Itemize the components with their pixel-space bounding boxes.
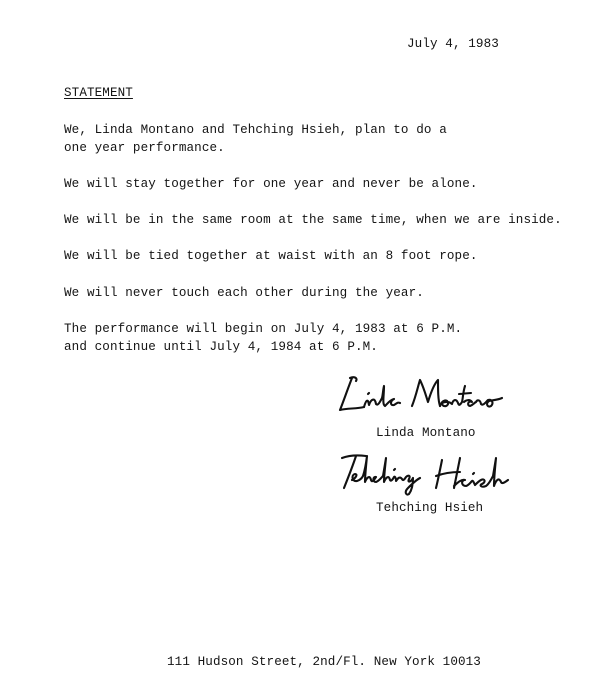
signature-linda-montano	[330, 372, 530, 416]
printed-name-tehching-hsieh: Tehching Hsieh	[376, 501, 484, 515]
statement-heading: STATEMENT	[64, 86, 133, 100]
paragraph-never-touch: We will never touch each other during the year.	[64, 286, 424, 300]
footer-address: 111 Hudson Street, 2nd/Fl. New York 10013	[167, 655, 481, 669]
signature-tehching-hsieh	[336, 446, 536, 498]
document-date: July 4, 1983	[407, 37, 499, 51]
paragraph-intro-line-1: We, Linda Montano and Tehching Hsieh, plan to do a	[64, 123, 447, 137]
paragraph-schedule-line-1: The performance will begin on July 4, 1983 at 6 P.M.	[64, 322, 463, 336]
printed-name-linda-montano: Linda Montano	[376, 426, 476, 440]
paragraph-schedule-line-2: and continue until July 4, 1984 at 6 P.M.	[64, 340, 378, 354]
paragraph-rope: We will be tied together at waist with an 8 foot rope.	[64, 249, 478, 263]
paragraph-intro-line-2: one year performance.	[64, 141, 225, 155]
paragraph-same-room: We will be in the same room at the same time, when we are inside.	[64, 213, 562, 227]
paragraph-stay-together: We will stay together for one year and never be alone.	[64, 177, 478, 191]
